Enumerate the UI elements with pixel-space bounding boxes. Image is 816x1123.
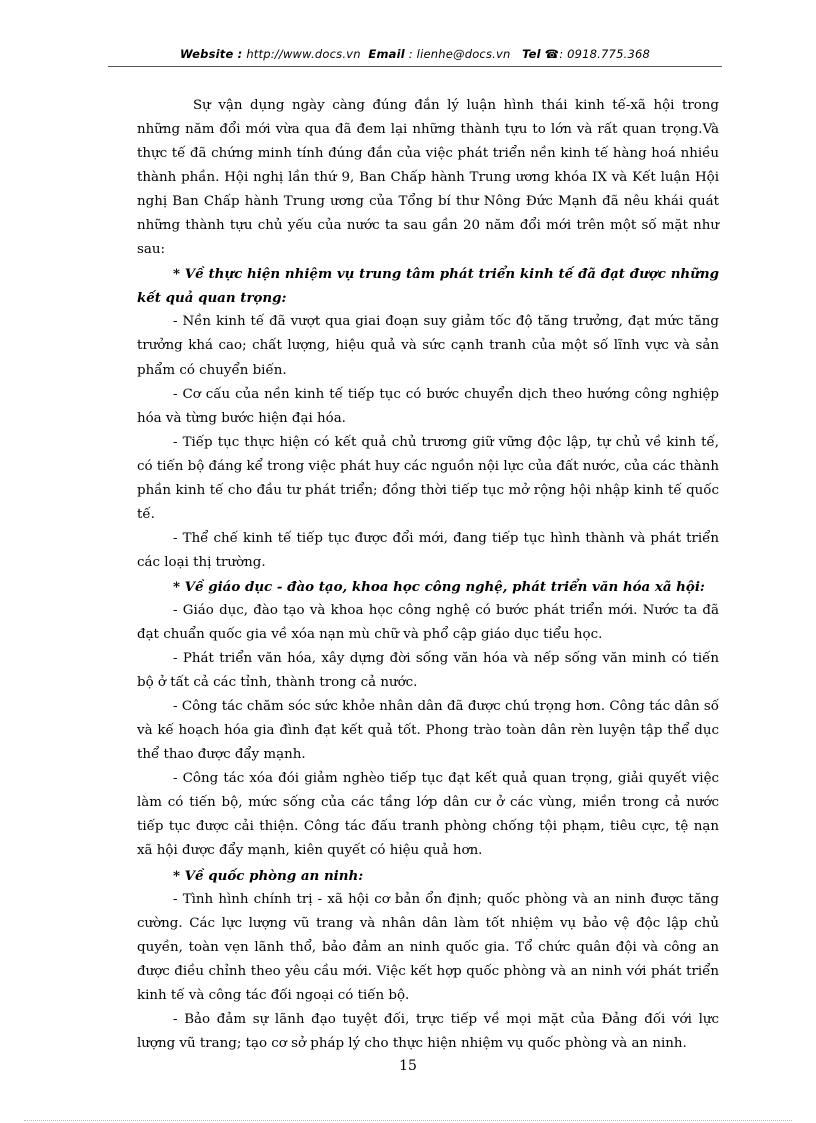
section-heading-economy: * Về thực hiện nhiệm vụ trung tâm phát triển kinh tế đã đạt được những kết quả quan trọng: [137,266,719,307]
tel-label: Tel [522,47,541,61]
list-item: - Công tác chăm sóc sức khỏe nhân dân đã được chú trọng hơn. Công tác dân số và kế hoạch hóa gia đình đạt kết quả tốt. Phong trào toàn dân rèn luyện tập thể dục thể thao được đẩy mạnh. [137,699,719,763]
list-item: - Phát triển văn hóa, xây dựng đời sống văn hóa và nếp sống văn minh có tiến bộ ở tất cả các tỉnh, thành trong cả nước. [137,651,719,691]
page-bottom-border [24,1120,792,1121]
website-label: Website : [179,47,243,61]
list-item: - Thể chế kinh tế tiếp tục được đổi mới, đang tiếp tục hình thành và phát triển các loại thị trường. [137,530,719,570]
tel-number: : 0918.775.368 [559,47,650,61]
list-item: - Cơ cấu của nền kinh tế tiếp tục có bước chuyển dịch theo hướng công nghiệp hóa và từng bước hiện đại hóa. [137,386,719,426]
email-label: Email [368,47,405,61]
page-number: 15 [399,1058,417,1074]
section-heading-defense: * Về quốc phòng an ninh: [173,867,364,884]
list-item: - Công tác xóa đói giảm nghèo tiếp tục đạt kết quả quan trọng, giải quyết việc làm có tiến bộ, mức sống của các tầng lớp dân cư ở các vùng, miền trong cả nước tiếp tục được cải thiện. Công tác đấu tranh phòng chống tội phạm, tiêu cực, tệ nạn xã hội được đẩy mạnh, kiên quyết có hiệu quả hơn. [137,771,719,859]
phone-icon: ☎ [544,47,560,61]
header-divider [108,66,722,67]
email-address: : lienhe@docs.vn [408,47,511,61]
list-item: - Giáo dục, đào tạo và khoa học công nghệ có bước phát triển mới. Nước ta đã đạt chuẩn quốc gia về xóa nạn mù chữ và phổ cập giáo dục tiểu học. [137,602,719,643]
list-item: - Tiếp tục thực hiện có kết quả chủ trương giữ vững độc lập, tự chủ về kinh tế, có tiến bộ đáng kể trong việc phát huy các nguồn nội lực của đất nước, của các thành phần kinh tế cho đầu tư phát triển; đồng thời tiếp tục mở rộng hội nhập kinh tế quốc tế. [137,434,719,522]
list-item: - Tình hình chính trị - xã hội cơ bản ổn định; quốc phòng và an ninh được tăng cường. Các lực lượng vũ trang và nhân dân làm tốt nhiệm vụ bảo vệ độc lập chủ quyền, toàn vẹn lãnh thổ, bảo đảm an ninh quốc gia. Tổ chức quân đội và công an được điều chỉnh theo yêu cầu mới. Việc kết hợp quốc phòng và an ninh với phát triển kinh tế và công tác đối ngoại có tiến bộ. [137,891,719,1003]
intro-paragraph: Sự vận dụng ngày càng đúng đắn lý luận hình thái kinh tế-xã hội trong những năm đổi mới vừa qua đã đem lại những thành tựu to lớn và rất quan trọng.Và thực tế đã chứng minh tính đúng đắn của việc phát triển nền kinh tế hàng hoá nhiều thành phần. Hội nghị lần thứ 9, Ban Chấp hành Trung ương khóa IX và Kết luận Hội nghị Ban Chấp hành Trung ương của Tổng bí thư Nông Đức Mạnh đã nêu khái quát những thành tựu chủ yếu của nước ta sau gần 20 năm đổi mới trên một số mặt như sau: [137,98,719,258]
page-header [108,47,722,61]
section-heading-education: * Về giáo dục - đào tạo, khoa học công nghệ, phát triển văn hóa xã hội: [173,578,705,595]
list-item: - Bảo đảm sự lãnh đạo tuyệt đối, trực tiếp về mọi mặt của Đảng đối với lực lượng vũ trang; tạo cơ sở pháp lý cho thực hiện nhiệm vụ quốc phòng và an ninh. [137,1011,719,1051]
document-body [137,94,719,1056]
list-item: - Nền kinh tế đã vượt qua giai đoạn suy giảm tốc độ tăng trưởng, đạt mức tăng trưởng khá cao; chất lượng, hiệu quả và sức cạnh tranh của một số lĩnh vực và sản phẩm có chuyển biến. [137,314,719,378]
website-url: http://www.docs.vn [246,47,361,61]
